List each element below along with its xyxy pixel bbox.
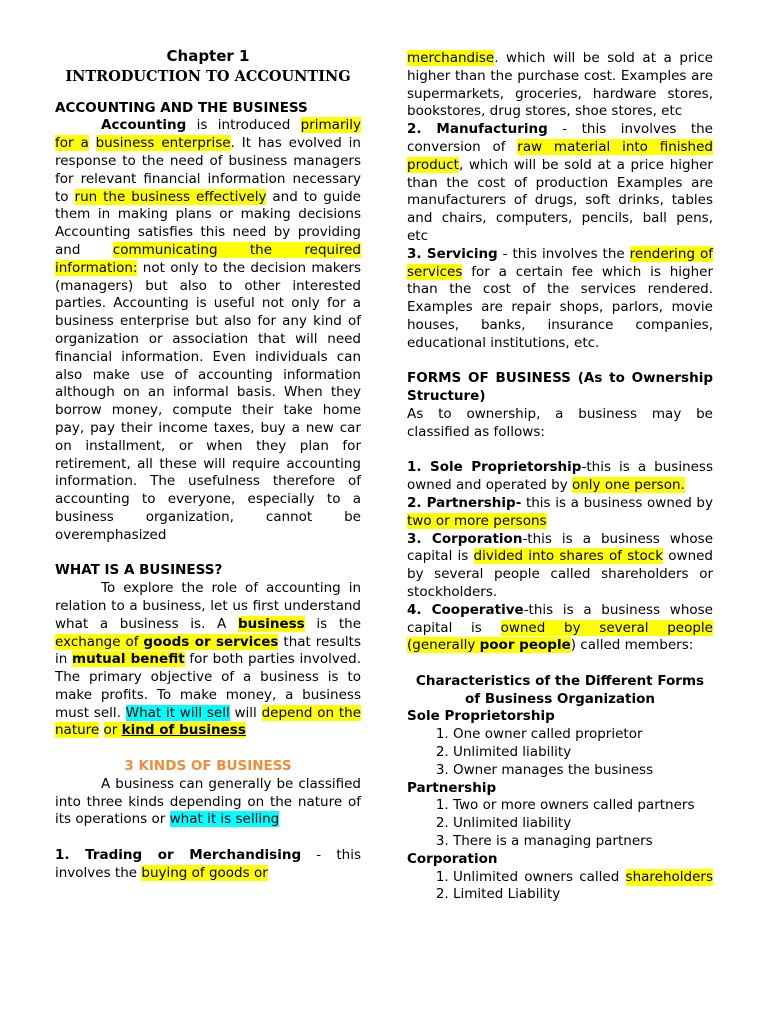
section-heading-kinds: 3 KINDS OF BUSINESS [124, 758, 292, 775]
text: -this is a business whose capital is [407, 601, 713, 636]
list-item [453, 869, 713, 887]
list-item: 3. There is a managing partners [453, 833, 713, 851]
term-partnership: 2. Partnership- [407, 494, 522, 511]
highlight: rendering of services [407, 245, 713, 280]
list-item: 2. Unlimited liability [453, 815, 713, 833]
list-item: 2. Unlimited liability [453, 744, 713, 762]
paragraph-business [55, 580, 361, 740]
highlight: divided into shares of stock [473, 548, 664, 565]
term-corporation: 3. Corporation [407, 530, 523, 547]
text: is introduced [186, 117, 301, 134]
form-corporation [407, 531, 713, 602]
highlight: shareholders [625, 868, 713, 885]
list-item: 2. Limited Liability [453, 886, 713, 904]
highlight: primarily for a [55, 117, 361, 152]
text: for a certain fee which is higher than the cost of the services rendered. Examples are repair shops, parlors, movie houses, banks, insurance companies, educational institutions, etc. [407, 263, 713, 351]
text: ) called members: [570, 637, 694, 654]
text: -this is a business owned and operated by [407, 459, 713, 494]
highlight-cyan: What it will sell [125, 704, 230, 721]
highlight-bold: poor people [479, 637, 571, 654]
text: not only to the decision makers (managers) but also to other interested parties. Accounting is useful not only for a business enterprise but also for any kind of organization or association that will need financial information. Even individuals can also make use of accounting information although on an informal basis. When they borrow money, compute their take home pay, pay their income taxes, buy a new car on installment, or when they plan for retirement, all these will require accounting information. The usefulness therefore of accounting to everyone, especially to a business organization, cannot be overemphasized [55, 259, 361, 543]
subheading-corporation: Corporation [407, 850, 498, 867]
text: is the [304, 615, 361, 632]
list-sole [407, 726, 713, 779]
text: . It has evolved in response to the need of business managers for relevant financial information necessary to [55, 135, 361, 205]
text: A business can generally be classified into three kinds depending on the nature of its operations or [55, 775, 361, 828]
form-sole [407, 459, 713, 495]
form-partnership [407, 495, 713, 531]
text: and to guide them in making plans or making decisions Accounting satisfies this need by providing and [55, 188, 361, 258]
highlight: raw material into finished product [407, 138, 713, 173]
text: - this involves the [55, 847, 361, 881]
term-sole: 1. Sole Proprietorship [407, 459, 582, 476]
paragraph-manufacturing [407, 121, 713, 246]
highlight: run the business effectively [74, 188, 267, 205]
list-partnership [407, 797, 713, 850]
subheading-sole: Sole Proprietorship [407, 708, 555, 725]
text: , which will be sold at a price higher than the cost of production Examples are manufacturers of drugs, soft drinks, tables and chairs, computers, pencils, ball pens, etc [407, 156, 713, 244]
term-servicing: 3. Servicing [407, 245, 498, 262]
text: . which will be sold at a price higher than the purchase cost. Examples are supermarkets, groceries, hardware stores, bookstores, drug stores, shoe stores, etc [407, 50, 713, 120]
left-column [55, 48, 361, 883]
highlight: merchandise [407, 50, 495, 66]
list-item: 3. Owner manages the business [453, 762, 713, 780]
term-trading: 1. Trading or Merchandising [55, 847, 302, 864]
section-heading-what-is-business: WHAT IS A BUSINESS? [55, 562, 223, 579]
highlight: business enterprise [95, 135, 231, 152]
paragraph-accounting [55, 117, 361, 544]
highlight: depend on the nature [55, 704, 361, 739]
term-cooperative: 4. Cooperative [407, 601, 524, 618]
section-heading-accounting-business: ACCOUNTING AND THE BUSINESS [55, 99, 308, 116]
highlight: or [103, 722, 122, 739]
text: -this is a business whose capital is [407, 530, 713, 565]
paragraph-kinds [55, 776, 361, 829]
chapter-subtitle: INTRODUCTION TO ACCOUNTING [65, 67, 351, 85]
text: this is a business owned by [521, 494, 713, 511]
highlight-bold: mutual benefit [72, 651, 185, 668]
highlight-bold: goods or services [143, 633, 279, 650]
highlight: buying of goods or [141, 864, 268, 881]
paragraph-servicing [407, 246, 713, 353]
paragraph-forms-intro: As to ownership, a business may be classified as follows: [407, 405, 713, 440]
text [99, 722, 103, 738]
highlight: owned by several people (generally [407, 619, 713, 654]
section-heading-characteristics: Characteristics of the Different Forms of Business Organization [415, 672, 705, 707]
highlight: exchange of [55, 633, 144, 650]
paragraph-merchandise [407, 50, 713, 121]
highlight: only one person. [571, 477, 685, 494]
highlight: communicating the required information: [55, 241, 361, 276]
highlight-cyan: what it is selling [169, 811, 280, 828]
list-item: 1. Two or more owners called partners [453, 797, 713, 815]
text: for both parties involved. The primary objective of a business is to make profits. To make money, a business must sell. [55, 651, 361, 721]
term-manufacturing: 2. Manufacturing [407, 121, 548, 138]
section-heading-forms: FORMS OF BUSINESS (As to Ownership Structure) [407, 370, 713, 405]
form-cooperative [407, 602, 713, 655]
text [89, 135, 96, 151]
text: that results in [55, 633, 361, 668]
list-corporation [407, 869, 713, 905]
text: owned by several people called shareholders or stockholders. [407, 548, 714, 600]
list-item: 1. One owner called proprietor [453, 726, 713, 744]
right-column [407, 50, 713, 904]
paragraph-trading [55, 847, 361, 883]
chapter-title: Chapter 1 [166, 47, 250, 65]
text: - this involves the conversion of [407, 121, 713, 155]
text: will [229, 704, 262, 721]
highlight: two or more persons [407, 512, 547, 529]
highlight-bold-underlined: kind of business [121, 722, 246, 739]
text: - this involves the [497, 245, 630, 262]
subheading-partnership: Partnership [407, 779, 497, 796]
term-business: business [237, 615, 305, 632]
text: Unlimited owners called [453, 868, 626, 885]
text: To explore the role of accounting in relation to a business, let us first understand what a business is. A [55, 580, 361, 632]
term-accounting: Accounting [101, 117, 187, 134]
